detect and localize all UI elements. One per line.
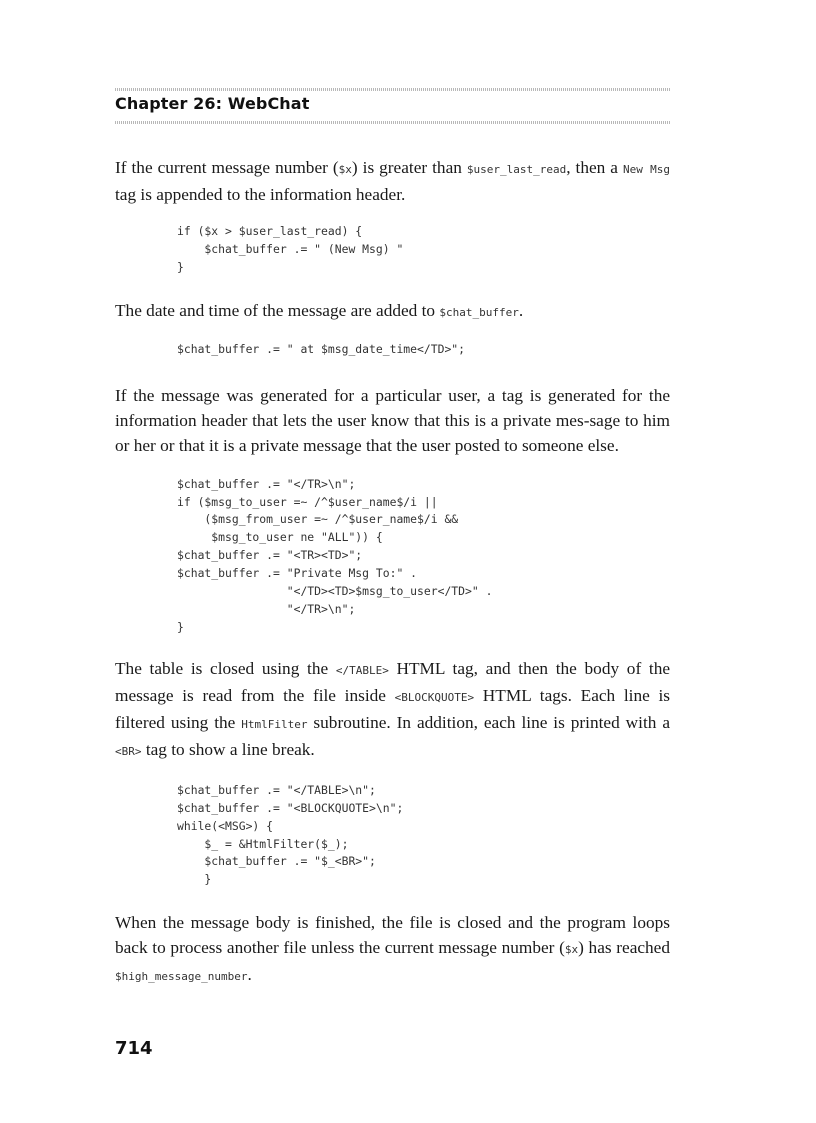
paragraph (115, 155, 670, 207)
paragraph: If the message was generated for a particular user, a tag is generated for the information header that lets the user know that this is a private mes-sage to him or her or that it is a private message that the user posted to someone else. (115, 385, 670, 455)
header-rule-top (115, 88, 670, 91)
inline-code: $x (564, 943, 579, 957)
text-run: subroutine. In addition, each line is printed with a (307, 712, 670, 732)
page-body (115, 155, 670, 989)
inline-code: $user_last_read (466, 163, 567, 176)
code-block: $chat_buffer .= " at $msg_date_time</TD>"; (177, 341, 466, 356)
text-run: If the current message number ( (115, 158, 339, 177)
text-run: ) has reached (578, 938, 670, 958)
paragraph (115, 910, 670, 989)
text-run: tag is appended to the information header. (115, 185, 406, 204)
text-run: The table is closed using the (115, 658, 336, 678)
code-block: $chat_buffer .= "</TABLE>\n"; $chat_buffer .= "<BLOCKQUOTE>\n"; while(<MSG>) { $_ = &HtmlFilter($_); $chat_buffer .= "$_<BR>"; } (177, 782, 404, 887)
inline-code: <BLOCKQUOTE> (394, 690, 475, 704)
text-run: The date and time of the message are added to (115, 300, 440, 320)
inline-code: <BR> (115, 744, 142, 758)
text-run: . (247, 965, 252, 985)
text-run: ) is greater than (351, 158, 467, 177)
paragraph (115, 298, 670, 325)
inline-code: $x (338, 163, 352, 176)
inline-code: HtmlFilter (241, 717, 308, 731)
code-block: $chat_buffer .= "</TR>\n"; if ($msg_to_user =~ /^$user_name$/i || ($msg_from_user =~ /^$user_name$/i && $msg_to_user ne "ALL")) { $chat_buffer .= "<TR><TD>"; $chat_buffer .= "Private Msg To:" . "</TD><TD>$msg_to_user</TD>" . "</TR>\n"; } (177, 476, 493, 634)
text-run: When the message body is finished, the file is closed and the program loops back to process another file unless the current message number ( (115, 913, 670, 958)
chapter-title: Chapter 26: WebChat (115, 94, 310, 113)
inline-code: </TABLE> (335, 663, 389, 677)
text-run: . (518, 300, 524, 320)
paragraph (115, 656, 670, 764)
inline-code: $high_message_number (115, 970, 248, 984)
inline-code: New Msg (622, 163, 670, 176)
page-number: 714 (115, 1038, 153, 1059)
code-block: if ($x > $user_last_read) { $chat_buffer .= " (New Msg) " } (177, 224, 404, 274)
inline-code: $chat_buffer (439, 305, 519, 319)
text-run: HTML tag, and then the body of the message is read from the file inside (115, 658, 670, 705)
text-run: , then a (566, 158, 623, 177)
text-run: HTML tags. Each line is filtered using the (115, 685, 670, 732)
header-rule-bottom (115, 121, 670, 124)
text-run: tag to show a line break. (141, 739, 315, 759)
